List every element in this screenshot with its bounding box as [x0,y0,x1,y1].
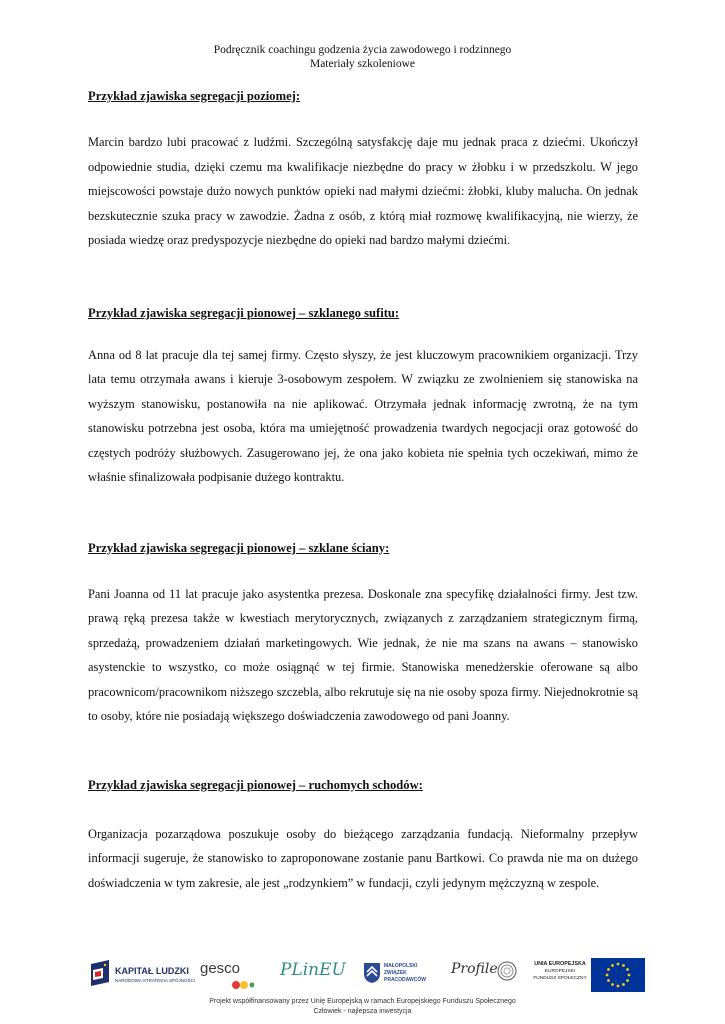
page-header [0,43,725,71]
mzp-logo [363,958,435,994]
eu-label-line1: UNIA EUROPEJSKA [534,961,586,967]
gesco-logo [200,958,260,994]
plineu-logo [280,958,346,994]
section-horizontal-segregation [88,88,638,253]
kapital-ludzki-flag-icon [89,960,111,988]
header-subtitle: Materiały szkoleniowe [309,58,416,70]
section-title: Przykład zjawiska segregacji pionowej – szklane ściany: [88,540,390,555]
header-title: Podręcznik coachingu godzenia życia zawodowego i rodzinnego [213,44,512,56]
mzp-name: MAŁOPOLSKI ZWIĄZEK PRACODAWCÓW [384,963,426,983]
eu-logo [531,958,645,994]
section-glass-ceiling [88,305,638,490]
section-paragraph: Organizacja pozarządowa poszukuje osoby do bieżącego zarządzania fundacją. Nieformalny przepływ informacji sugeruje, że stanowisko to zaproponowane zostanie panu Bartkowi. Co prawda nie ma on dużego doświadczenia w tym zakresie, ale jest „rodzynkiem” w fundacji, czyli jedynym mężczyzną w zespole. [88,826,638,890]
kapital-ludzki-name: KAPITAŁ LUDZKI [115,966,189,976]
profile-swirl-icon [496,959,518,983]
section-glass-walls [88,540,638,729]
eu-label-line2: EUROPEJSKI [544,969,576,974]
section-title: Przykład zjawiska segregacji pionowej – szklanego sufitu: [88,305,400,320]
eu-label-line3: FUNDUSZ SPOŁECZNY [533,976,587,981]
section-title: Przykład zjawiska segregacji pionowej – ruchomych schodów: [88,777,423,792]
document-body [88,88,638,895]
plineu-wordmark: PLinEU [280,960,346,980]
section-paragraph: Anna od 8 lat pracuje dla tej samej firmy. Często słyszy, że jest kluczowym pracownikiem organizacji. Trzy lata temu otrzymała awans i kieruje 3-osobowym zespołem. W związku ze zwolnieniem się stanowiska na wyższym stanowisku, postanowiła na nie aplikować. Otrzymała jednak informację zwrotną, że na tym stanowisku potrzebna jest osoba, która ma umiejętność prowadzenia twardych negocjacji oraz gotowość do częstych podróży służbowych. Zasugerowano jej, że ona jako kobieta nie spełnia tych oczekiwań, mimo że właśnie sfinalizowała podpisanie dużego kontraktu. [88,347,638,484]
kapital-ludzki-logo [85,958,196,994]
eu-flag-icon [591,958,645,992]
mzp-shield-icon [363,962,381,984]
footer-slogan: Człowiek - najlepsza inwestycja [313,1008,412,1015]
footer-logos [85,958,645,996]
profile-logo [451,958,519,994]
kapital-ludzki-subtitle: NARODOWA STRATEGIA SPÓJNOŚCI [115,978,196,983]
gesco-dots-icon [202,980,254,990]
gesco-wordmark: gesco [200,960,241,977]
section-paragraph: Marcin bardzo lubi pracować z ludźmi. Szczególną satysfakcję daje mu jednak praca z dziećmi. Ukończył odpowiednie studia, dzięki czemu ma kwalifikacje niezbędne do pracy w żłobku i w przedszkolu. W jego miejscowości powstaje dużo nowych punktów opieki nad małymi dziećmi: żłobki, kluby malucha. On jednak bezskutecznie szuka pracy w zawodzie. Żadna z osób, z którą miał rozmowę kwalifikacyjną, nie wierzy, że posiada wiedzę oraz predyspozycje niezbędne do opieki nad bardzo małymi dziećmi. [88,135,638,247]
footer-cofinancing-note: Projekt współfinansowany przez Unię Europejską w ramach Europejskiego Funduszu Społecznego [209,998,516,1005]
page-footer [0,997,725,1017]
section-paragraph: Pani Joanna od 11 lat pracuje jako asystentka prezesa. Doskonale zna specyfikę działalności firmy. Jest tzw. prawą ręką prezesa także w kwestiach merytorycznych, związanych z zarządzaniem strategicznym firmą, sprzedażą, prowadzeniem działań marketingowych. Wie jednak, że nie ma szans na awans – stanowisko asystenckie to wszystko, co może osiągnąć w tej firmie. Stanowiska menedżerskie oferowane są albo pracownicom/pracownikom niższego szczebla, albo rekrutuje się na nie osoby spoza firmy. Niejednokrotnie są to osoby, które nie posiadają większego doświadczenia zawodowego od pani Joanny. [88,586,638,723]
eu-label [531,961,589,982]
profile-wordmark: Profile [451,961,498,977]
section-title: Przykład zjawiska segregacji poziomej: [88,89,301,103]
section-glass-escalator [88,777,638,896]
